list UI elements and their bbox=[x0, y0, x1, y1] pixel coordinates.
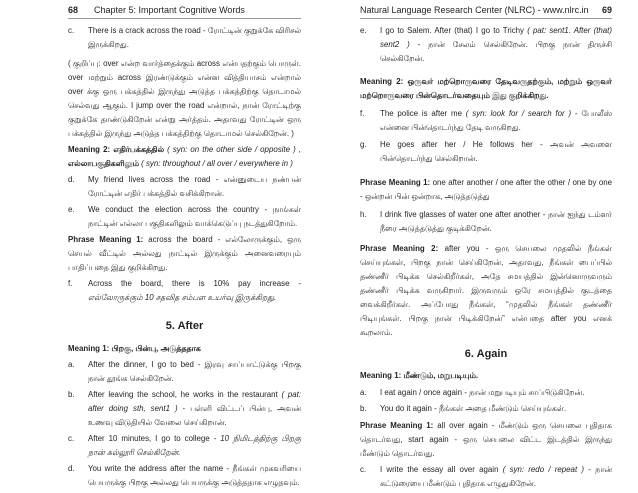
english-sentence: You write the address after the name - bbox=[88, 464, 230, 473]
left-running-header bbox=[68, 3, 301, 19]
example-text bbox=[380, 138, 612, 166]
example-item bbox=[360, 24, 612, 66]
synonym-note: ( syn: look for / search for ) bbox=[465, 109, 572, 118]
phrase-meaning-label: Phrase Meaning 2: bbox=[360, 244, 439, 253]
meaning-tamil: ஒருவர் மற்றொருவரை தேடிவருதற்கும், மற்றும் ஒருவர் மற்றொருவரை பின்தொடர்வதையும் இது குறிக்கிறது. bbox=[360, 77, 612, 100]
meaning-tamil: எல்லாபகுதிகளிலும் bbox=[68, 159, 139, 168]
example-text bbox=[380, 24, 612, 66]
tamil-translation: நீங்கள் அதை மீண்டும் செய்யுங்கள். bbox=[438, 404, 567, 413]
phrase-meaning-label: Phrase Meaning 1: bbox=[360, 178, 431, 187]
english-sentence: You do it again - bbox=[380, 404, 437, 413]
meaning-tamil: பிறகு, பின்பு, அடுத்ததாக bbox=[111, 344, 201, 353]
example-label: b. bbox=[68, 390, 75, 399]
meaning-tamil: எதிர்பக்கத்தில் bbox=[113, 145, 165, 154]
phrase-meaning-label: Phrase Meaning 1: bbox=[68, 235, 144, 244]
meaning-label: Meaning 2: bbox=[360, 77, 404, 86]
example-item bbox=[68, 173, 301, 201]
right-running-head-title: Natural Language Research Center (NLRC) - www.nlrc.in bbox=[360, 5, 589, 15]
tamil-translation: - நான் கட்டுரையை மீண்டும் புதிதாக எழுதுகிறேன். bbox=[380, 465, 612, 488]
meaning-label: Meaning 1: bbox=[68, 344, 110, 353]
tamil-translation: - போலீஸ் என்னை பின்தொடர்ந்து தேடி வருகிறது. bbox=[380, 109, 612, 132]
example-label: g. bbox=[360, 140, 367, 149]
synonym-note: ( syn: on the other side / opposite ) , bbox=[167, 145, 301, 154]
english-sentence: My friend lives across the road - bbox=[88, 175, 219, 184]
right-running-header bbox=[360, 3, 612, 19]
english-sentence: There is a crack across the road - bbox=[88, 26, 206, 35]
english-sentence: I write the essay all over again bbox=[380, 465, 499, 474]
phrase-meaning-text: all over again - மீண்டும் ஒரு செயலை புதிதாக தொடர்வது, start again - ஒரு செயலை விட்ட இடத்தில் இருந்து மீண்டும் தொடர்வது. bbox=[360, 421, 612, 458]
meaning-line bbox=[68, 342, 301, 356]
example-label: a. bbox=[68, 360, 75, 369]
example-item bbox=[360, 138, 612, 166]
synonym-note: ( syn: throughout / all over / everywhere in ) bbox=[141, 159, 293, 168]
example-label: a. bbox=[360, 388, 367, 397]
english-sentence: Across the board, there is 10% pay increase - bbox=[88, 279, 301, 288]
phrase-meaning bbox=[360, 242, 612, 340]
example-text bbox=[380, 208, 612, 236]
example-label: d. bbox=[68, 464, 75, 473]
example-label: c. bbox=[68, 434, 75, 443]
pattern-note: ( pat: sent1. After (that) sent2 ) bbox=[380, 26, 612, 49]
example-item bbox=[360, 463, 612, 491]
english-sentence: He goes after her / He follows her - bbox=[380, 140, 543, 149]
tamil-translation: இரவு சாப்பாட்டுக்கு பிறகு நான் தூங்க செல்கிறேன். bbox=[88, 360, 301, 383]
english-sentence: I drink five glasses of water one after another - bbox=[380, 210, 546, 219]
english-sentence: We conduct the election across the country - bbox=[88, 205, 268, 214]
left-page bbox=[68, 0, 301, 493]
example-item bbox=[68, 277, 301, 305]
example-text bbox=[88, 358, 301, 386]
english-sentence: After the dinner, I go to bed - bbox=[88, 360, 201, 369]
example-label: h. bbox=[360, 210, 367, 219]
synonym-note: ( syn: redo / repeat ) bbox=[502, 465, 585, 474]
example-label: d. bbox=[68, 175, 75, 184]
usage-note: ( குறிப்பு: over என்ற வார்த்தைக்கும் across என்பதற்கும் பொருள். over மற்றும் across இரண்டுக்கும் என்ன வித்தியாசம் என்றால் over க்கு ஒரு பக்கத்தில் இருந்து அடுத்த பக்கத்திற்கு தொடாமல் செல்வது ஆகும். I jump over the road என்றால், நான் ரோட்டிற்கு குறுக்கே தாண்டுகிறேன் என்று அர்த்தம். அதாவது ரோட்டின் ஒரு பக்கத்தில் இருந்து அடுத்த பக்கத்திற்கு தொடாமல் செல்கிறேன். ) bbox=[68, 59, 301, 138]
meaning-label: Meaning 1: bbox=[360, 371, 402, 380]
tamil-translation: ரோட்டின் குறுக்கே விரிசல் இருக்கிறது. bbox=[88, 26, 301, 49]
example-label: b. bbox=[360, 404, 367, 413]
tamil-translation: 10 நிமிடத்திற்கு பிறகு நான் கல்லூரி செல்கிறேன். bbox=[88, 434, 301, 457]
example-text bbox=[380, 402, 612, 416]
tamil-translation: நீங்கள் முகவரியை பெயருக்கு பிறகு அல்லது பெயருக்கு அடுத்ததாக எழுதவும். bbox=[88, 464, 301, 487]
tamil-translation: எல்லோருக்கும் 10 சதவித சம்பள உயர்வு இருக்கிறது. bbox=[88, 293, 277, 302]
example-item bbox=[360, 402, 612, 416]
example-text bbox=[88, 388, 301, 430]
left-page-number: 68 bbox=[68, 5, 79, 15]
example-text bbox=[88, 173, 301, 201]
example-text bbox=[88, 277, 301, 305]
tamil-translation: நான் மறுபடியும் சாப்பிடுகிறேன். bbox=[469, 388, 585, 397]
example-text bbox=[380, 107, 612, 135]
example-text bbox=[88, 432, 301, 460]
pattern-note: ( pat: after doing sth, sent1 ) bbox=[88, 390, 301, 413]
example-label: c. bbox=[68, 26, 75, 35]
phrase-meaning-text: after you - ஒரு செயலை முதலில் நீங்கள் செய்யுங்கள், பிறகு நான் செய்கிறேன், அதாவது, நீங்கள் பைப்பில் தண்ணீர் பிடிக்க செல்கிறீர்கள், அதே சமயத்தில் இன்னொருவரும் தண்ணீர் பிடிக்க வருகிறார். இருவரும் ஒரே சமயத்தில் குடத்தை வைக்கிறீர்கள். அப்போது நீங்கள், “முதலில் நீங்கள் தண்ணீர் பிடியுங்கள். பிறகு நான் பிடிக்கிறேன்” என்பதை after you எனக் கூறலாம். bbox=[360, 244, 612, 337]
tamil-translation: என்னுடைய நண்பன் ரோட்டின் எதிர் பக்கத்தில் வசிக்கிறான். bbox=[88, 175, 301, 198]
example-item bbox=[68, 462, 301, 490]
phrase-meaning-label: Phrase Meaning 1: bbox=[360, 421, 434, 430]
english-sentence: I eat again / once again - bbox=[380, 388, 467, 397]
right-page bbox=[360, 0, 612, 493]
tamil-translation: - பள்ளி விட்டப் பின்பு, அவன் உணவு விடுதியில் வேலை செய்கிறான். bbox=[88, 404, 301, 427]
example-label: e. bbox=[360, 26, 367, 35]
phrase-meaning-text: one after another / one after the other / one by one - ஒன்றன் பின் ஒன்றாக, அடுத்தடுத்து bbox=[360, 178, 612, 201]
tamil-translation: நாங்கள் நாட்டின் எல்லா பகுதிகளிலும் வாக்கெடுப்பு நடத்துகிறோம். bbox=[88, 205, 301, 228]
example-item bbox=[68, 24, 301, 52]
example-text bbox=[380, 463, 612, 491]
tamil-translation: நான் ஐந்து டம்ளர் நீரை அடுத்தடுத்து குடிக்கிறேன். bbox=[380, 210, 612, 233]
example-item bbox=[68, 432, 301, 460]
meaning-tamil: மீண்டும், மறுபடியும். bbox=[403, 371, 479, 380]
section-heading: 6. Again bbox=[464, 348, 508, 360]
tamil-translation: அவன் அவளை பின்தொடர்ந்து செல்கிறான். bbox=[380, 140, 612, 163]
example-label: c. bbox=[360, 465, 367, 474]
example-item bbox=[68, 203, 301, 231]
phrase-meaning bbox=[360, 419, 612, 461]
example-item bbox=[360, 208, 612, 236]
phrase-meaning-text: across the board - எல்லோருக்கும், ஒரு செயல் வீட்டில் அல்லது நாட்டில் இருக்கும் அனைவரையும் பாதிப்பதை இது குறிக்கிறது. bbox=[68, 235, 301, 272]
english-sentence: After leaving the school, he works in the restaurant bbox=[88, 390, 278, 399]
english-sentence: After 10 minutes, I go to college - bbox=[88, 434, 217, 443]
section-heading: 5. After bbox=[165, 320, 204, 332]
example-text bbox=[88, 462, 301, 490]
example-text bbox=[88, 24, 301, 52]
example-item bbox=[360, 107, 612, 135]
meaning-line bbox=[68, 143, 301, 171]
example-label: f. bbox=[360, 109, 365, 118]
example-label: e. bbox=[68, 205, 75, 214]
example-item bbox=[360, 386, 612, 400]
english-sentence: I go to Salem. After (that) I go to Trichy bbox=[380, 26, 524, 35]
left-running-head-title: Chapter 5: Important Cognitive Words bbox=[94, 5, 245, 15]
example-item bbox=[68, 388, 301, 430]
example-text bbox=[88, 203, 301, 231]
meaning-line bbox=[360, 369, 612, 383]
example-text bbox=[380, 386, 612, 400]
phrase-meaning bbox=[68, 233, 301, 275]
english-sentence: The police is after me bbox=[380, 109, 462, 118]
phrase-meaning bbox=[360, 176, 612, 204]
meaning-line bbox=[360, 75, 612, 103]
right-page-number: 69 bbox=[601, 5, 612, 15]
meaning-label: Meaning 2: bbox=[68, 145, 111, 154]
example-label: f. bbox=[68, 279, 73, 288]
tamil-translation: - நான் சேலம் செல்கிறேன். பிறகு நான் திருச்சி செல்கிறேன். bbox=[380, 40, 612, 63]
example-item bbox=[68, 358, 301, 386]
